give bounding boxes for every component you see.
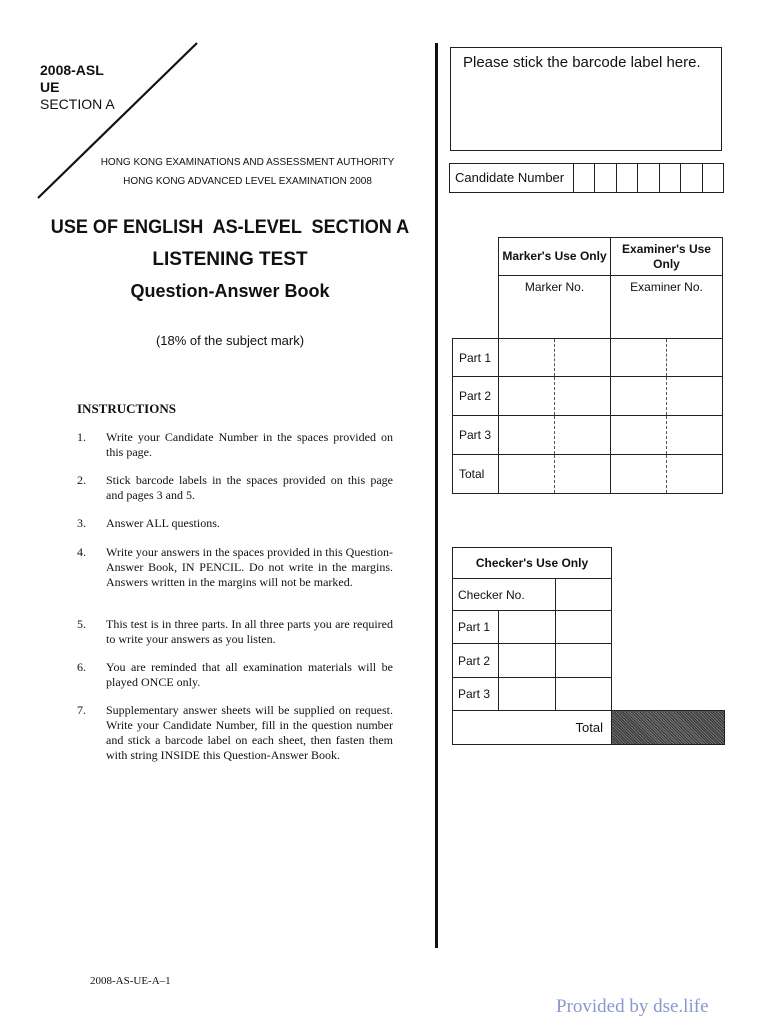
- score-cell[interactable]: [611, 416, 667, 455]
- marker-use-header: Marker's Use Only: [499, 238, 611, 276]
- score-cell[interactable]: [499, 339, 555, 377]
- score-cell[interactable]: [499, 455, 555, 494]
- instruction-number: 6.: [77, 660, 86, 674]
- checker-total-label: Total: [453, 711, 612, 745]
- checker-score-cell[interactable]: [556, 611, 612, 644]
- candidate-digit-box[interactable]: [660, 164, 681, 192]
- authority-name: HONG KONG EXAMINATIONS AND ASSESSMENT AUTHORITY: [100, 157, 395, 168]
- score-cell[interactable]: [499, 377, 555, 416]
- candidate-digit-box[interactable]: [574, 164, 595, 192]
- part-3-label: Part 3: [453, 416, 499, 455]
- score-cell[interactable]: [611, 377, 667, 416]
- checker-no-label: Checker No.: [453, 579, 556, 611]
- subject-code: UE: [40, 79, 60, 95]
- checker-use-header: Checker's Use Only: [453, 548, 612, 579]
- instruction-text: Write your Candidate Number in the spaces provided on this page.: [106, 430, 393, 459]
- marker-examiner-table: [452, 237, 723, 494]
- barcode-label: Please stick the barcode label here.: [463, 54, 701, 71]
- checker-part-3-label: Part 3: [453, 678, 499, 711]
- instruction-number: 1.: [77, 430, 86, 444]
- candidate-digit-box[interactable]: [703, 164, 723, 192]
- marker-no-cell[interactable]: Marker No.: [499, 276, 611, 339]
- part-2-label: Part 2: [453, 377, 499, 416]
- barcode-box[interactable]: [450, 47, 722, 151]
- exam-name: HONG KONG ADVANCED LEVEL EXAMINATION 2008: [123, 176, 372, 187]
- total-label: Total: [453, 455, 499, 494]
- candidate-digit-box[interactable]: [617, 164, 638, 192]
- score-cell[interactable]: [555, 455, 611, 494]
- candidate-digit-box[interactable]: [638, 164, 659, 192]
- instruction-number: 7.: [77, 703, 86, 717]
- checker-part-1-label: Part 1: [453, 611, 499, 644]
- score-cell[interactable]: [555, 339, 611, 377]
- score-cell[interactable]: [611, 455, 667, 494]
- paper-code-block: [40, 62, 115, 113]
- score-cell[interactable]: [667, 416, 723, 455]
- checker-score-cell[interactable]: [556, 644, 612, 678]
- mark-percentage: (18% of the subject mark): [155, 333, 305, 348]
- score-cell[interactable]: [667, 339, 723, 377]
- paper-code: 2008-ASL: [40, 62, 104, 78]
- instruction-number: 2.: [77, 473, 86, 487]
- score-cell[interactable]: [667, 377, 723, 416]
- instruction-text: Answer ALL questions.: [106, 516, 220, 530]
- score-cell[interactable]: [611, 339, 667, 377]
- instruction-text: Write your answers in the spaces provided in this Question-Answer Book, IN PENCIL. Do not write in the margins. Answers written in the margins will not be marked.: [106, 545, 393, 589]
- score-cell[interactable]: [555, 416, 611, 455]
- paper-subtitle: LISTENING TEST: [152, 249, 308, 270]
- score-cell[interactable]: [499, 416, 555, 455]
- candidate-number-label: Candidate Number: [450, 164, 574, 192]
- paper-title: USE OF ENGLISH AS-LEVEL SECTION A: [50, 217, 410, 238]
- instruction-number: 5.: [77, 617, 86, 631]
- examiner-use-header: Examiner's Use Only: [611, 238, 723, 276]
- candidate-digit-box[interactable]: [681, 164, 702, 192]
- book-title: Question-Answer Book: [130, 281, 330, 301]
- candidate-number-row: [449, 163, 724, 193]
- instruction-number: 3.: [77, 516, 86, 530]
- column-divider: [435, 43, 438, 948]
- score-cell[interactable]: [667, 455, 723, 494]
- authority-header: [90, 153, 405, 191]
- checker-total-shaded-cell: [612, 711, 725, 745]
- instruction-text: This test is in three parts. In all three parts you are required to write your answers as you listen.: [106, 617, 393, 646]
- checker-no-cell[interactable]: [556, 579, 612, 611]
- checker-score-cell[interactable]: [556, 678, 612, 711]
- instruction-text: Stick barcode labels in the spaces provided on this page and pages 3 and 5.: [106, 473, 393, 502]
- instruction-number: 4.: [77, 545, 86, 559]
- section-label: SECTION A: [40, 96, 115, 112]
- examiner-no-cell[interactable]: Examiner No.: [611, 276, 723, 339]
- watermark-text: Provided by dse.life: [556, 996, 709, 1017]
- checker-table: [452, 547, 725, 745]
- score-cell[interactable]: [555, 377, 611, 416]
- instruction-text: Supplementary answer sheets will be supplied on request. Write your Candidate Number, fill in the question number and stick a barcode label on each sheet, then fasten them with string INSIDE this Question-Answer Book.: [106, 703, 393, 762]
- checker-part-2-label: Part 2: [453, 644, 499, 678]
- instructions-heading: INSTRUCTIONS: [77, 401, 176, 416]
- instruction-text: You are reminded that all examination materials will be played ONCE only.: [106, 660, 393, 689]
- part-1-label: Part 1: [453, 339, 499, 377]
- candidate-digit-box[interactable]: [595, 164, 616, 192]
- footer-code: 2008-AS-UE-A–1: [90, 975, 171, 987]
